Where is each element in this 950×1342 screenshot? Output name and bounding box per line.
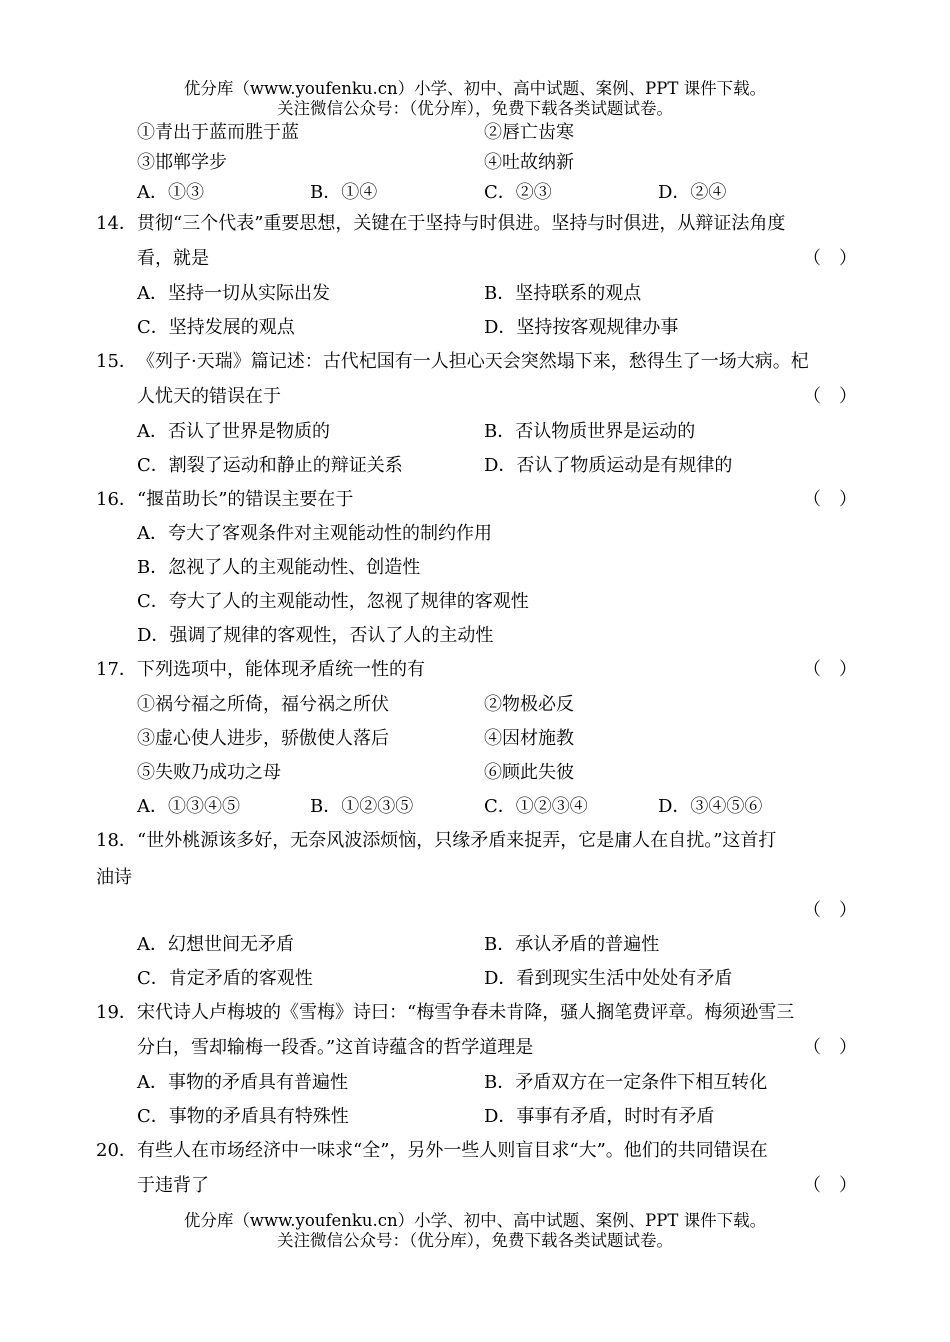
q17-answer-bracket: （ ） [803, 659, 857, 680]
q14-stem-line2: 看，就是 [137, 248, 209, 269]
q20-answer-bracket: （ ） [803, 1175, 857, 1196]
q15-answer-bracket: （ ） [803, 386, 857, 407]
q13-option-d: D．②④ [658, 182, 727, 203]
q15-stem-line2: 人忧天的错误在于 [137, 386, 281, 407]
q13-option-c: C．②③ [484, 182, 552, 203]
q17-item-2: ②物极必反 [484, 694, 574, 715]
q13-item-1: ①青出于蓝而胜于蓝 [137, 122, 299, 143]
q15-option-c: C．割裂了运动和静止的辩证关系 [137, 455, 403, 476]
q20-stem-line2: 于违背了 [137, 1175, 209, 1196]
q15-option-a: A．否认了世界是物质的 [137, 421, 330, 442]
q15-option-b: B．否认物质世界是运动的 [484, 421, 696, 442]
q14-option-c: C．坚持发展的观点 [137, 317, 295, 338]
page-header-line2: 关注微信公众号：（优分库），免费下载各类试题试卷。 [277, 99, 673, 118]
q19-stem-line2: 分白，雪却输梅一段香。”这首诗蕴含的哲学道理是 [137, 1037, 534, 1058]
q14-answer-bracket: （ ） [803, 248, 857, 269]
q17-option-b: B．①②③⑤ [310, 796, 414, 817]
q13-item-3: ③邯郸学步 [137, 152, 227, 173]
q17-stem-line1: 下列选项中，能体现矛盾统一性的有 [137, 659, 425, 680]
q15-number: 15． [96, 351, 137, 372]
q13-option-a: A．①③ [137, 182, 204, 203]
q19-option-c: C．事物的矛盾具有特殊性 [137, 1106, 349, 1127]
q19-option-b: B．矛盾双方在一定条件下相互转化 [484, 1072, 768, 1093]
q14-number: 14． [96, 213, 137, 234]
page-footer-line2: 关注微信公众号：（优分库），免费下载各类试题试卷。 [277, 1231, 673, 1250]
q17-item-5: ⑤失败乃成功之母 [137, 762, 281, 783]
q18-option-c: C．肯定矛盾的客观性 [137, 968, 313, 989]
q13-item-4: ④吐故纳新 [484, 152, 574, 173]
q16-option-a: A．夸大了客观条件对主观能动性的制约作用 [137, 523, 492, 544]
q17-item-3: ③虚心使人进步，骄傲使人落后 [137, 728, 389, 749]
q17-item-4: ④因材施教 [484, 728, 574, 749]
q14-option-d: D．坚持按客观规律办事 [484, 317, 679, 338]
q19-answer-bracket: （ ） [803, 1037, 857, 1058]
q18-answer-bracket: （ ） [803, 900, 857, 921]
q19-number: 19． [96, 1002, 137, 1023]
q20-stem-line1: 有些人在市场经济中一味求“全”，另外一些人则盲目求“大”。他们的共同错误在 [137, 1140, 768, 1161]
q17-item-1: ①祸兮福之所倚，福兮祸之所伏 [137, 694, 389, 715]
q18-option-b: B．承认矛盾的普遍性 [484, 934, 660, 955]
q19-stem-line1: 宋代诗人卢梅坡的《雪梅》诗曰：“梅雪争春未肯降，骚人搁笔费评章。梅须逊雪三 [137, 1002, 795, 1023]
q19-option-d: D．事事有矛盾，时时有矛盾 [484, 1106, 715, 1127]
q15-option-d: D．否认了物质运动是有规律的 [484, 455, 733, 476]
q18-number: 18． [96, 830, 137, 851]
q17-option-a: A．①③④⑤ [137, 796, 240, 817]
q19-option-a: A．事物的矛盾具有普遍性 [137, 1072, 348, 1093]
q18-option-d: D．看到现实生活中处处有矛盾 [484, 968, 733, 989]
q18-stem-line1: “世外桃源该多好，无奈风波添烦恼，只缘矛盾来捉弄，它是庸人在自扰。”这首打 [137, 830, 777, 851]
q13-option-b: B．①④ [310, 182, 378, 203]
q17-option-d: D．③④⑤⑥ [658, 796, 763, 817]
q16-stem-line1: “揠苗助长”的错误主要在于 [137, 489, 354, 510]
q17-option-c: C．①②③④ [484, 796, 588, 817]
q14-stem-line1: 贯彻“三个代表”重要思想，关键在于坚持与时俱进。坚持与时俱进，从辩证法角度 [137, 213, 786, 234]
q14-option-a: A．坚持一切从实际出发 [137, 283, 330, 304]
q20-number: 20． [96, 1140, 137, 1161]
q17-item-6: ⑥顾此失彼 [484, 762, 574, 783]
q16-option-d: D．强调了规律的客观性，否认了人的主动性 [137, 625, 494, 646]
page-footer-line1: 优分库（www.youfenku.cn）小学、初中、高中试题、案例、PPT 课件下载。 [183, 1211, 767, 1230]
q16-option-c: C．夸大了人的主观能动性，忽视了规律的客观性 [137, 591, 529, 612]
q15-stem-line1: 《列子·天瑞》篇记述：古代杞国有一人担心天会突然塌下来，愁得生了一场大病。杞 [137, 351, 809, 372]
q13-item-2: ②唇亡齿寒 [484, 122, 574, 143]
q18-stem-line2: 油诗 [96, 867, 132, 888]
page-header-line1: 优分库（www.youfenku.cn）小学、初中、高中试题、案例、PPT 课件下载。 [183, 79, 767, 98]
q18-option-a: A．幻想世间无矛盾 [137, 934, 294, 955]
q17-number: 17． [96, 659, 137, 680]
q16-option-b: B．忽视了人的主观能动性、创造性 [137, 557, 421, 578]
q14-option-b: B．坚持联系的观点 [484, 283, 642, 304]
q16-answer-bracket: （ ） [803, 489, 857, 510]
q16-number: 16． [96, 489, 137, 510]
